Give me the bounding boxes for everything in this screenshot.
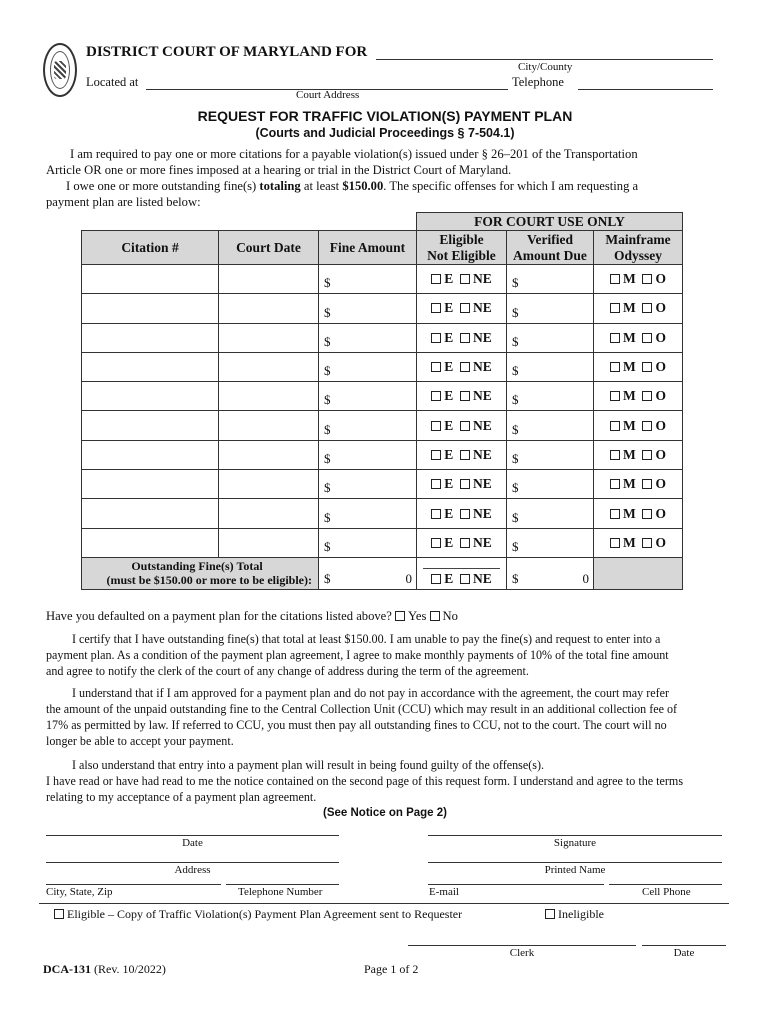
page-title: REQUEST FOR TRAFFIC VIOLATION(S) PAYMENT PLAN	[197, 108, 573, 124]
citation-cell[interactable]	[82, 323, 219, 352]
clerk-date-caption: Date	[673, 947, 695, 959]
also-line-3: relating to my acceptance of a payment plan agreement.	[46, 790, 317, 804]
odyssey-checkbox[interactable]	[642, 421, 652, 431]
eligible-option: Eligible – Copy of Traffic Violation(s) Payment Plan Agreement sent to Requester	[54, 907, 462, 922]
defaulted-yes-checkbox[interactable]	[395, 611, 405, 621]
cell-phone-caption: Cell Phone	[642, 886, 691, 898]
defaulted-no-checkbox[interactable]	[430, 611, 440, 621]
citation-column-header: Citation #	[82, 231, 219, 265]
verified-amount-cell[interactable]: $	[507, 265, 594, 294]
court-date-cell[interactable]	[219, 470, 319, 499]
fine-amount-cell[interactable]: $	[319, 440, 417, 469]
understand-line-4: longer be able to accept your payment.	[46, 734, 234, 748]
telephone-field[interactable]	[578, 89, 713, 90]
eligibility-cell: E NE	[417, 470, 507, 499]
eligible-checkbox[interactable]	[431, 450, 441, 460]
verified-amount-cell[interactable]: $	[507, 470, 594, 499]
mainframe-odyssey-cell: M O	[594, 411, 683, 440]
eligibility-cell: E NE	[417, 323, 507, 352]
total-label: Outstanding Fine(s) Total (must be $150.00 or more to be eligible):	[82, 557, 319, 589]
defaulted-no-label: No	[442, 609, 458, 623]
signature-caption: Signature	[553, 837, 597, 849]
total-fine-cell[interactable]: $ 0	[319, 557, 417, 589]
eligible-checkbox[interactable]	[431, 421, 441, 431]
citation-cell[interactable]	[82, 294, 219, 323]
mainframe-checkbox[interactable]	[610, 274, 620, 284]
certify-line-2: payment plan. As a condition of the payment plan agreement, I agree to make monthly payments of 10% of the total fine amount	[46, 648, 669, 662]
verified-amount-cell[interactable]: $	[507, 528, 594, 557]
defaulted-question: Have you defaulted on a payment plan for the citations listed above? Yes No	[46, 609, 458, 623]
also-line-2: I have read or have had read to me the notice contained on the second page of this request form. I understand and agree to the terms	[46, 774, 684, 788]
table-row	[82, 499, 683, 528]
odyssey-checkbox[interactable]	[642, 538, 652, 548]
eligibility-cell: E NE	[417, 440, 507, 469]
citation-cell[interactable]	[82, 411, 219, 440]
city-state-zip-caption: City, State, Zip	[46, 886, 113, 898]
total-eligibility-cell: E NE	[417, 557, 507, 589]
verified-amount-cell[interactable]: $	[507, 440, 594, 469]
mainframe-odyssey-cell: M O	[594, 470, 683, 499]
date-caption: Date	[182, 837, 203, 849]
fine-amount-cell[interactable]: $	[319, 470, 417, 499]
eligibility-cell: E NE	[417, 352, 507, 381]
table-row	[82, 411, 683, 440]
table-row	[82, 440, 683, 469]
court-date-column-header: Court Date	[219, 231, 319, 265]
citation-cell[interactable]	[82, 265, 219, 294]
fine-amount-cell[interactable]: $	[319, 528, 417, 557]
intro-line-3: I owe one or more outstanding fine(s) totaling at least $150.00. The specific offenses for which I am requesting a	[66, 179, 639, 193]
eligible-checkbox[interactable]	[431, 509, 441, 519]
address-field[interactable]	[46, 862, 339, 863]
eligible-checkbox[interactable]	[54, 909, 64, 919]
citation-cell[interactable]	[82, 352, 219, 381]
also-line-1: I also understand that entry into a payment plan will result in being found guilty of the offense(s).	[72, 758, 544, 772]
mainframe-checkbox[interactable]	[610, 450, 620, 460]
court-date-cell[interactable]	[219, 411, 319, 440]
defaulted-yes-label: Yes	[408, 609, 427, 623]
form-id: DCA-131 (Rev. 10/2022)	[43, 962, 166, 976]
total-eligible-checkbox[interactable]	[431, 574, 441, 584]
eligible-checkbox[interactable]	[431, 303, 441, 313]
odyssey-checkbox[interactable]	[642, 509, 652, 519]
city-state-zip-field[interactable]	[46, 884, 221, 885]
court-date-cell[interactable]	[219, 499, 319, 528]
eligibility-cell: E NE	[417, 411, 507, 440]
citation-cell[interactable]	[82, 470, 219, 499]
verified-amount-cell[interactable]: $	[507, 499, 594, 528]
court-date-cell[interactable]	[219, 294, 319, 323]
fine-amount-cell[interactable]: $	[319, 411, 417, 440]
odyssey-checkbox[interactable]	[642, 362, 652, 372]
verified-column-header: Verified Amount Due	[507, 231, 594, 265]
mainframe-odyssey-cell: M O	[594, 294, 683, 323]
eligibility-cell: E NE	[417, 499, 507, 528]
citation-cell[interactable]	[82, 382, 219, 411]
court-options-divider	[39, 903, 729, 904]
certify-line-1: I certify that I have outstanding fine(s) that total at least $150.00. I am unable to pay the fine(s) and request to enter into a	[72, 632, 661, 646]
verified-amount-cell[interactable]: $	[507, 294, 594, 323]
mainframe-odyssey-cell: M O	[594, 265, 683, 294]
intro-line-1: I am required to pay one or more citations for a payable violation(s) issued under § 26–201 of the Transportation	[70, 147, 638, 161]
email-caption: E-mail	[429, 886, 459, 898]
fine-amount-cell[interactable]: $	[319, 323, 417, 352]
mainframe-checkbox[interactable]	[610, 391, 620, 401]
eligible-checkbox[interactable]	[431, 362, 441, 372]
mainframe-odyssey-cell: M O	[594, 382, 683, 411]
odyssey-checkbox[interactable]	[642, 333, 652, 343]
clerk-caption: Clerk	[509, 947, 535, 959]
eligibility-cell: E NE	[417, 382, 507, 411]
see-notice: (See Notice on Page 2)	[323, 807, 447, 819]
not-eligible-checkbox[interactable]	[460, 303, 470, 313]
eligible-checkbox[interactable]	[431, 538, 441, 548]
not-eligible-checkbox[interactable]	[460, 509, 470, 519]
table-row	[82, 528, 683, 557]
city-county-field[interactable]	[376, 59, 713, 60]
not-eligible-checkbox[interactable]	[460, 421, 470, 431]
mainframe-odyssey-cell: M O	[594, 352, 683, 381]
mainframe-checkbox[interactable]	[610, 538, 620, 548]
court-seal-logo	[43, 43, 77, 97]
understand-line-1: I understand that if I am approved for a payment plan and do not pay in accordance with the agreement, the court may refer	[72, 686, 670, 700]
address-caption: Address	[174, 864, 211, 876]
not-eligible-checkbox[interactable]	[460, 333, 470, 343]
table-row	[82, 470, 683, 499]
eligibility-cell: E NE	[417, 265, 507, 294]
page-subtitle: (Courts and Judicial Proceedings § 7-504.1)	[255, 126, 515, 140]
mainframe-checkbox[interactable]	[610, 362, 620, 372]
court-use-header: FOR COURT USE ONLY	[417, 213, 683, 231]
fine-amount-cell[interactable]: $	[319, 382, 417, 411]
court-name-label: DISTRICT COURT OF MARYLAND FOR	[86, 44, 368, 60]
date-field[interactable]	[46, 835, 339, 836]
fine-amount-column-header: Fine Amount	[319, 231, 417, 265]
mainframe-checkbox[interactable]	[610, 479, 620, 489]
fine-amount-cell[interactable]: $	[319, 499, 417, 528]
eligible-checkbox[interactable]	[431, 479, 441, 489]
ineligible-option: Ineligible	[545, 907, 604, 922]
not-eligible-checkbox[interactable]	[460, 391, 470, 401]
telephone-number-caption: Telephone Number	[238, 886, 323, 898]
understand-line-3: 17% as permitted by law. If referred to CCU, you must then pay all outstanding fines to CCU, not to the court. The court will no	[46, 718, 667, 732]
total-not-eligible-checkbox[interactable]	[460, 574, 470, 584]
eligible-checkbox[interactable]	[431, 333, 441, 343]
court-date-cell[interactable]	[219, 323, 319, 352]
eligible-checkbox[interactable]	[431, 391, 441, 401]
fine-amount-cell[interactable]: $	[319, 265, 417, 294]
court-date-cell[interactable]	[219, 440, 319, 469]
total-mainframe-cell	[594, 557, 683, 589]
verified-amount-cell[interactable]: $	[507, 411, 594, 440]
page-number: Page 1 of 2	[364, 962, 419, 976]
clerk-field[interactable]	[408, 945, 636, 946]
not-eligible-checkbox[interactable]	[460, 538, 470, 548]
cell-phone-field[interactable]	[609, 884, 722, 885]
mainframe-column-header: Mainframe Odyssey	[594, 231, 683, 265]
eligible-column-header: Eligible Not Eligible	[417, 231, 507, 265]
table-row	[82, 382, 683, 411]
mainframe-checkbox[interactable]	[610, 303, 620, 313]
mainframe-odyssey-cell: M O	[594, 440, 683, 469]
city-county-caption: City/County	[518, 61, 573, 73]
mainframe-odyssey-cell: M O	[594, 323, 683, 352]
intro-line-2: Article OR one or more fines imposed at a hearing or trial in the District Court of Maryland.	[46, 163, 512, 177]
not-eligible-checkbox[interactable]	[460, 362, 470, 372]
verified-amount-cell[interactable]: $	[507, 382, 594, 411]
clerk-date-field[interactable]	[642, 945, 726, 946]
located-at-label: Located at	[86, 75, 139, 89]
court-date-cell[interactable]	[219, 528, 319, 557]
table-row	[82, 265, 683, 294]
mainframe-checkbox[interactable]	[610, 333, 620, 343]
eligibility-cell: E NE	[417, 294, 507, 323]
printed-name-field[interactable]	[428, 862, 722, 863]
mainframe-odyssey-cell: M O	[594, 528, 683, 557]
table-row	[82, 323, 683, 352]
verified-amount-cell[interactable]: $	[507, 352, 594, 381]
understand-line-2: the amount of the unpaid outstanding fine to the Central Collection Unit (CCU) which may result in an additional collection fee of	[46, 702, 678, 716]
email-field[interactable]	[428, 884, 604, 885]
eligible-checkbox[interactable]	[431, 274, 441, 284]
not-eligible-checkbox[interactable]	[460, 479, 470, 489]
fine-amount-cell[interactable]: $	[319, 352, 417, 381]
printed-name-caption: Printed Name	[544, 864, 606, 876]
court-date-cell[interactable]	[219, 265, 319, 294]
citation-cell[interactable]	[82, 440, 219, 469]
verified-amount-cell[interactable]: $	[507, 323, 594, 352]
telephone-number-field[interactable]	[226, 884, 339, 885]
eligibility-cell: E NE	[417, 528, 507, 557]
fine-amount-cell[interactable]: $	[319, 294, 417, 323]
court-date-cell[interactable]	[219, 352, 319, 381]
mainframe-checkbox[interactable]	[610, 509, 620, 519]
court-address-caption: Court Address	[296, 89, 360, 101]
table-row	[82, 294, 683, 323]
certify-line-3: and agree to notify the clerk of the court of any change of address during the term of the agreement.	[46, 664, 529, 678]
ineligible-checkbox[interactable]	[545, 909, 555, 919]
mainframe-checkbox[interactable]	[610, 421, 620, 431]
total-due-cell[interactable]: $ 0	[507, 557, 594, 589]
not-eligible-checkbox[interactable]	[460, 450, 470, 460]
not-eligible-checkbox[interactable]	[460, 274, 470, 284]
odyssey-checkbox[interactable]	[642, 391, 652, 401]
citation-cell[interactable]	[82, 528, 219, 557]
telephone-label: Telephone	[512, 75, 564, 89]
odyssey-checkbox[interactable]	[642, 274, 652, 284]
table-row	[82, 352, 683, 381]
odyssey-checkbox[interactable]	[642, 450, 652, 460]
intro-line-4: payment plan are listed below:	[46, 195, 201, 209]
mainframe-odyssey-cell: M O	[594, 499, 683, 528]
court-date-cell[interactable]	[219, 382, 319, 411]
signature-field[interactable]	[428, 835, 722, 836]
odyssey-checkbox[interactable]	[642, 479, 652, 489]
odyssey-checkbox[interactable]	[642, 303, 652, 313]
citation-cell[interactable]	[82, 499, 219, 528]
fines-table	[81, 212, 683, 590]
